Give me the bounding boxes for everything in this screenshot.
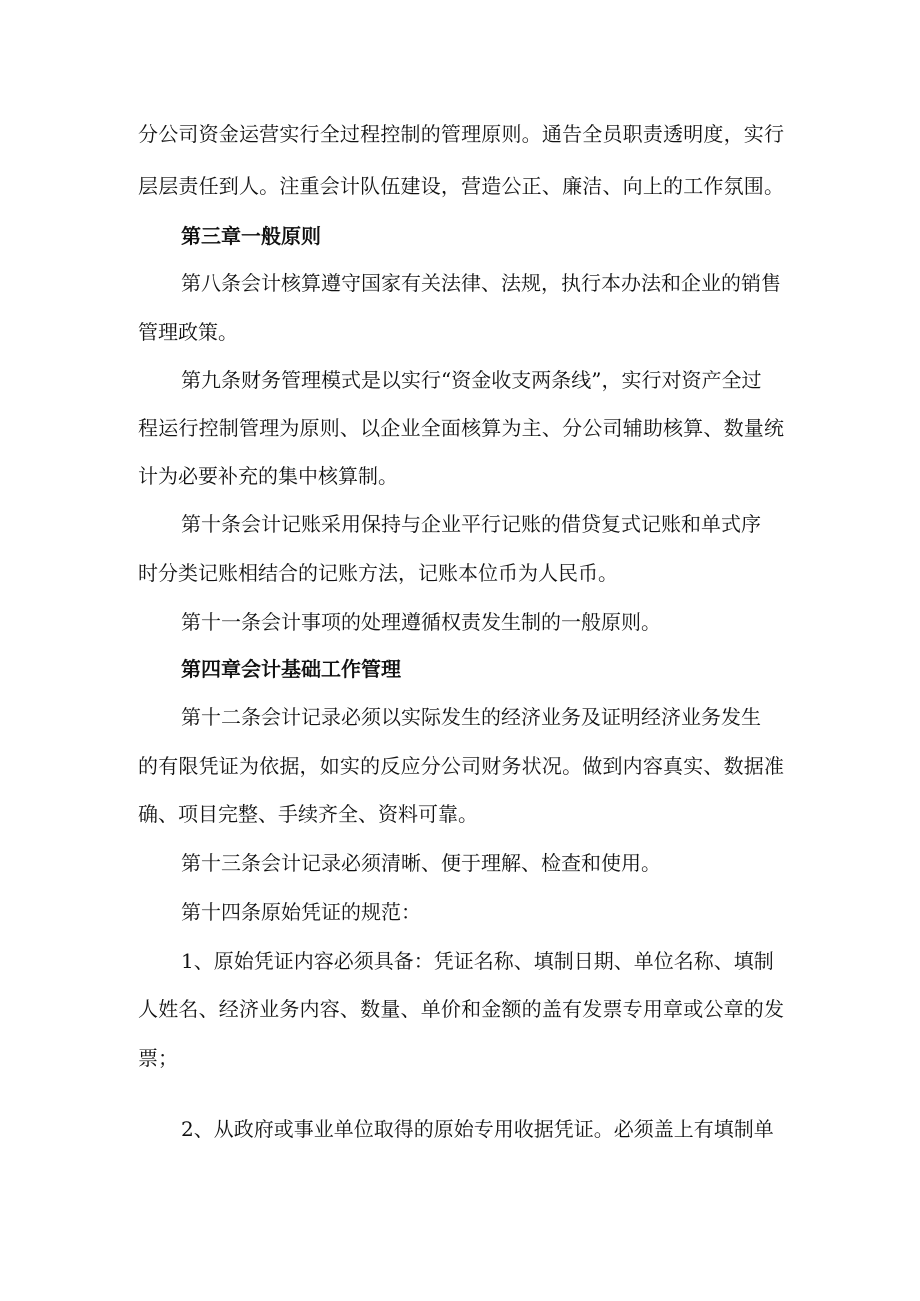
paragraph-line: 管理政策。	[138, 320, 238, 344]
paragraph-line: 人姓名、经济业务内容、数量、单价和金额的盖有发票专用章或公章的发	[138, 997, 784, 1021]
chapter-heading: 第三章一般原则	[181, 224, 321, 248]
paragraph-line: 层层责任到人。注重会计队伍建设，营造公正、廉洁、向上的工作氛围。	[138, 174, 784, 198]
paragraph-line: 计为必要补充的集中核算制。	[138, 464, 398, 488]
paragraph-line: 第十三条会计记录必须清晰、便于理解、检查和使用。	[181, 851, 661, 875]
paragraph-line: 第八条会计核算遵守国家有关法律、法规，执行本办法和企业的销售	[181, 271, 781, 295]
paragraph-line: 第十二条会计记录必须以实际发生的经济业务及证明经济业务发生	[181, 705, 761, 729]
paragraph-line: 分公司资金运营实行全过程控制的管理原则。通告全员职责透明度，实行	[138, 122, 784, 146]
chapter-heading: 第四章会计基础工作管理	[181, 657, 401, 681]
paragraph-line: 第十四条原始凭证的规范：	[181, 900, 421, 924]
paragraph-line: 确、项目完整、手续齐全、资料可靠。	[138, 802, 478, 826]
paragraph-line: 程运行控制管理为原则、以企业全面核算为主、分公司辅助核算、数量统	[138, 416, 784, 440]
paragraph-line: 的有限凭证为依据，如实的反应分公司财务状况。做到内容真实、数据准	[138, 754, 784, 778]
paragraph-line: 票；	[138, 1046, 178, 1070]
paragraph-line: 第十一条会计事项的处理遵循权责发生制的一般原则。	[181, 610, 661, 634]
paragraph-line: 第九条财务管理模式是以实行“资金收支两条线”，实行对资产全过	[181, 368, 762, 392]
paragraph-line: 2、从政府或事业单位取得的原始专用收据凭证。必须盖上有填制单	[181, 1117, 774, 1141]
paragraph-line: 第十条会计记账采用保持与企业平行记账的借贷复式记账和单式序	[181, 512, 761, 536]
paragraph-line: 1、原始凭证内容必须具备：凭证名称、填制日期、单位名称、填制	[181, 949, 774, 973]
paragraph-line: 时分类记账相结合的记账方法，记账本位币为人民币。	[138, 561, 618, 585]
